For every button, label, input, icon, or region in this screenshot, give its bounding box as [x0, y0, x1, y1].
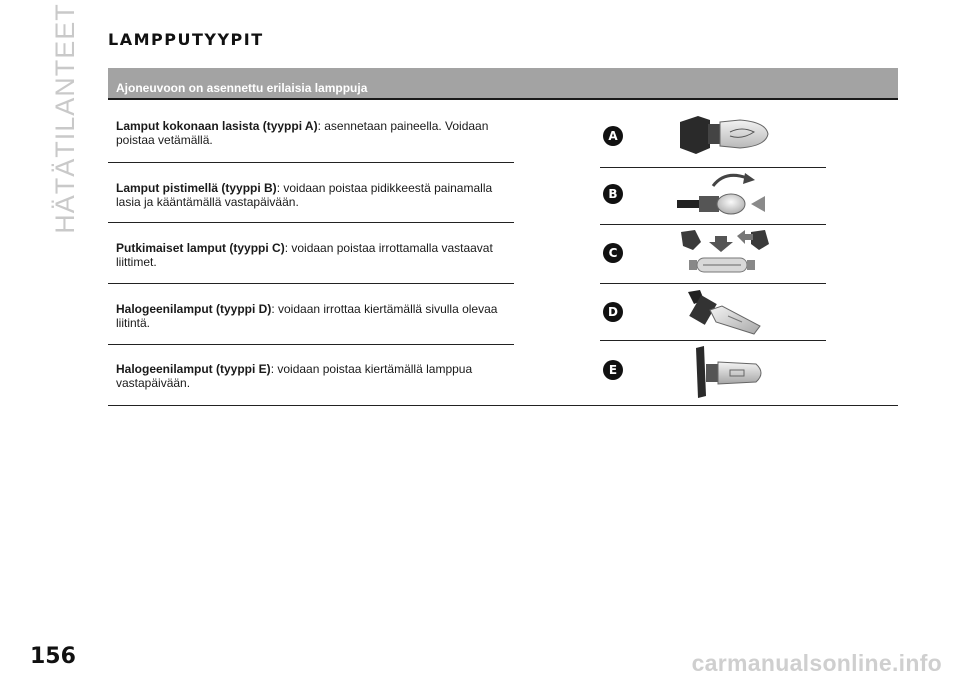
festoon-bulb-icon	[675, 228, 775, 278]
lamp-type-description: : voidaan poistaa pidikkeestä painamalla lasia ja kääntämällä vastapäivään.	[116, 181, 493, 209]
table-bottom-rule	[108, 405, 898, 406]
row-divider	[108, 283, 514, 284]
image-divider	[600, 283, 826, 284]
table-row	[108, 362, 514, 390]
table-row	[108, 302, 514, 330]
section-side-tab	[44, 2, 86, 234]
row-divider	[108, 162, 514, 163]
bayonet-bulb-icon	[675, 170, 775, 220]
lamp-type-description: : asennetaan paineella. Voidaan poistaa vetämällä.	[116, 119, 489, 147]
halogen-bulb-icon	[680, 344, 775, 400]
image-divider	[600, 167, 826, 168]
image-divider	[600, 340, 826, 341]
type-d-badge: D	[603, 302, 623, 322]
table-header	[108, 68, 898, 100]
lamp-type-name: Halogeenilamput (tyyppi D)	[116, 302, 272, 316]
table-row	[108, 181, 514, 209]
watermark: carmanualsonline.info	[691, 650, 942, 676]
lamp-type-description: : voidaan irrottaa kiertämällä sivulla olevaa liitintä.	[116, 302, 498, 330]
image-divider	[600, 224, 826, 225]
type-c-badge: C	[603, 243, 623, 263]
row-divider	[108, 222, 514, 223]
section-label: HÄTÄTILANTEET	[49, 2, 80, 234]
type-a-badge: A	[603, 126, 623, 146]
lamp-type-name: Lamput pistimellä (tyyppi B)	[116, 181, 277, 195]
lamp-type-description: : voidaan poistaa irrottamalla vastaavat liittimet.	[116, 241, 493, 269]
table-row	[108, 241, 514, 269]
page-number: 156	[30, 644, 76, 669]
lamp-type-name: Halogeenilamput (tyyppi E)	[116, 362, 271, 376]
type-e-badge: E	[603, 360, 623, 380]
wedge-bulb-icon	[670, 110, 780, 160]
table-row	[108, 119, 514, 147]
type-b-badge: B	[603, 184, 623, 204]
table-header-text: Ajoneuvoon on asennettu erilaisia lamppuja	[116, 81, 368, 95]
lamp-type-description: : voidaan poistaa kiertämällä lamppua vastapäivään.	[116, 362, 473, 390]
lamp-type-name: Putkimaiset lamput (tyyppi C)	[116, 241, 285, 255]
lamp-type-name: Lamput kokonaan lasista (tyyppi A)	[116, 119, 318, 133]
page-title: LAMPPUTYYPIT	[108, 30, 264, 49]
halogen-bulb-icon	[680, 288, 770, 338]
row-divider	[108, 344, 514, 345]
